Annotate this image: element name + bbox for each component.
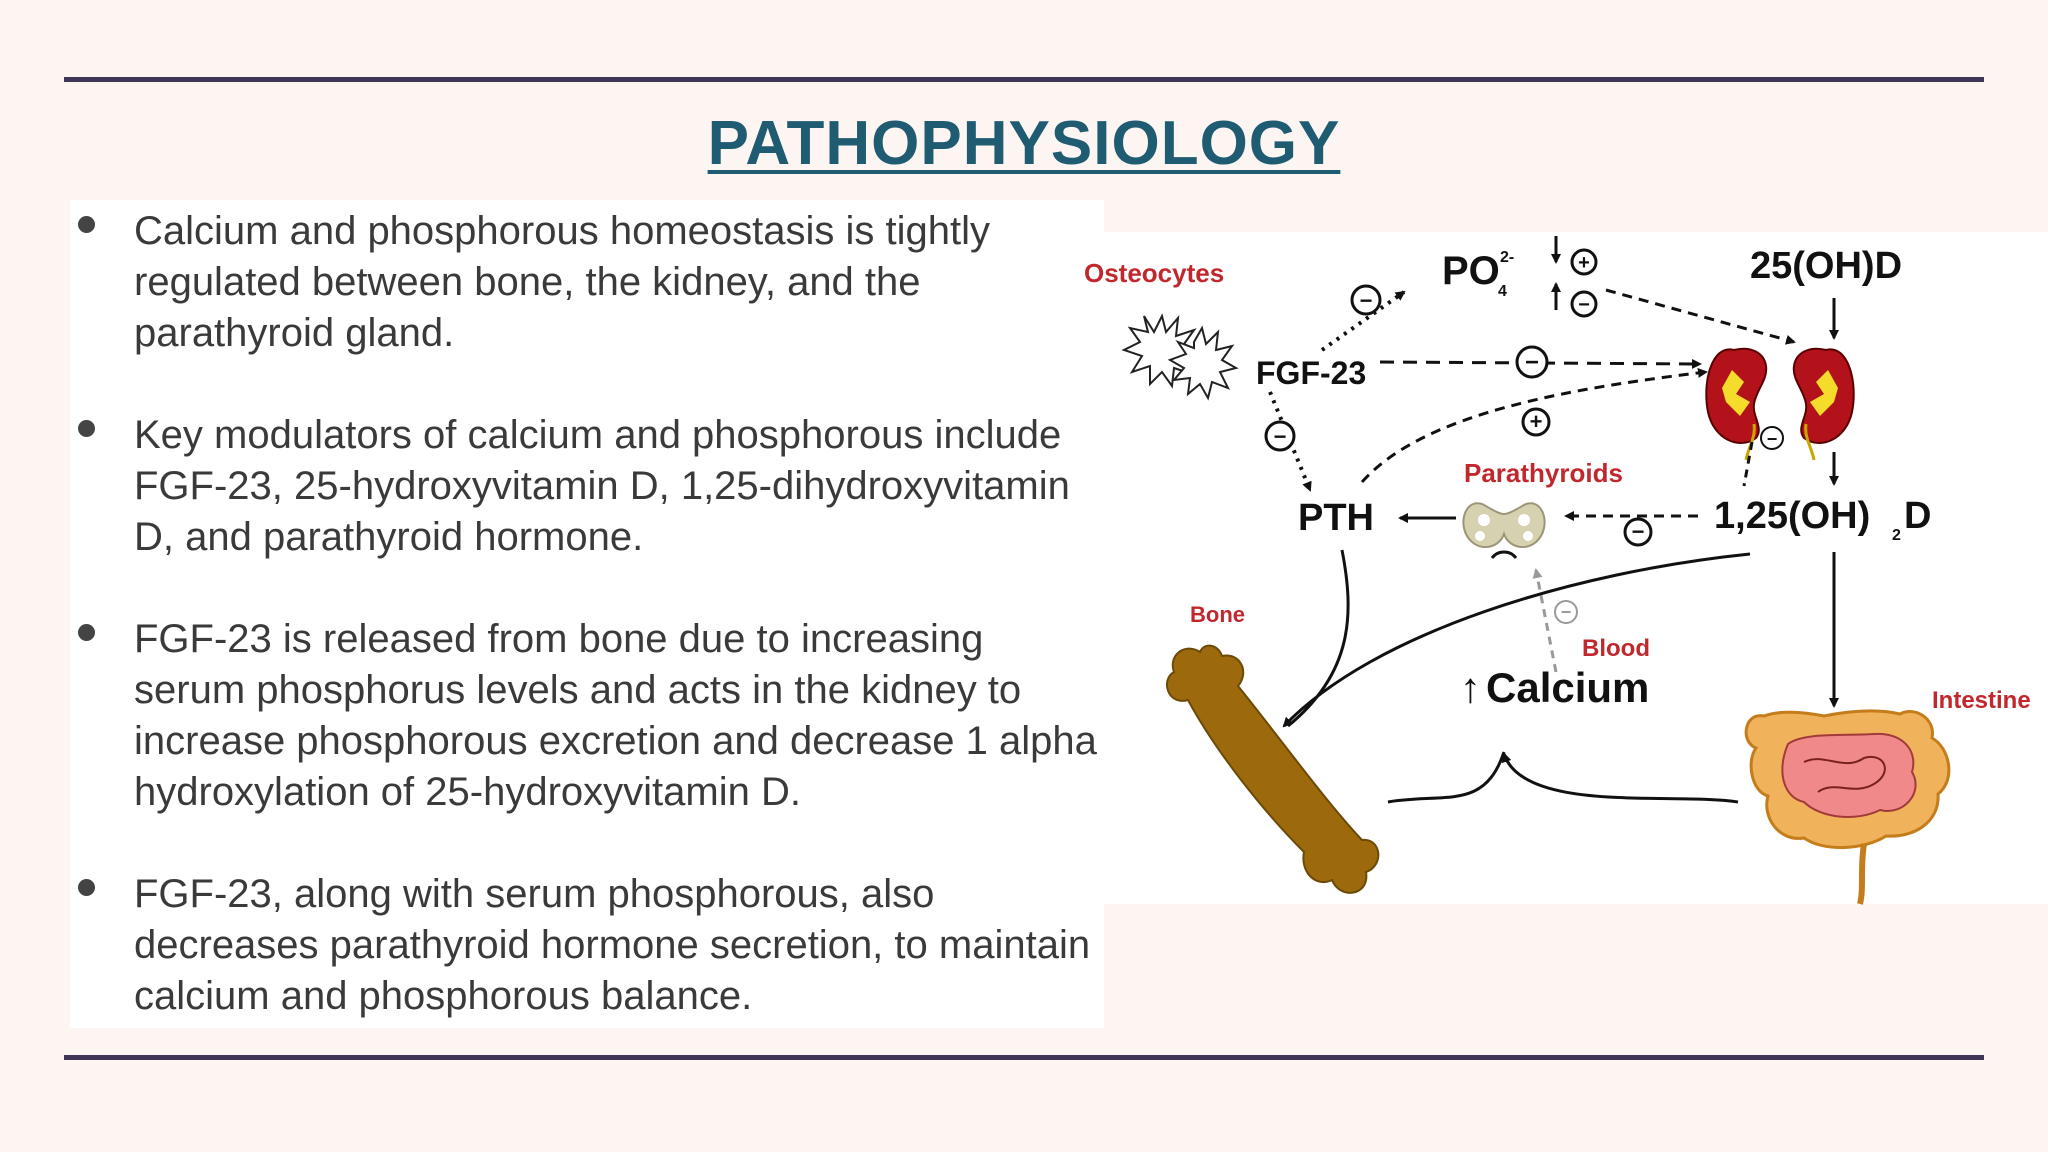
blood-label: Blood <box>1582 635 1650 662</box>
bullet-text: FGF-23, along with serum phosphorous, also decreases parathyroid hormone secretion, to maintain calcium and phosphorous balance. <box>134 872 1091 1018</box>
minus-sign-label: − <box>1578 294 1590 316</box>
vitd-subscript: 2 <box>1892 527 1901 544</box>
slide-title: PATHOPHYSIOLOGY <box>707 109 1341 178</box>
intestine-icon <box>1746 711 1949 904</box>
bullet-item <box>70 206 1104 359</box>
osteocytes-icon <box>1124 316 1236 398</box>
plus-sign-label: + <box>1529 409 1543 434</box>
po4-superscript: 2- <box>1500 249 1515 266</box>
parathyroids-label: Parathyroids <box>1464 458 1623 488</box>
vitd-suffix: D <box>1904 495 1932 537</box>
calcium-label: Calcium <box>1486 664 1650 711</box>
bone-label: Bone <box>1190 602 1245 627</box>
bullet-dot-icon <box>78 216 95 233</box>
minus-sign-label: − <box>1524 349 1540 376</box>
intestine-calcium-arrow <box>1504 754 1738 802</box>
minus-sign-label: − <box>1560 602 1572 622</box>
bullet-item <box>70 614 1104 818</box>
fgf23-label: FGF-23 <box>1256 355 1367 391</box>
minus-sign-label: − <box>1273 424 1287 449</box>
bullet-dot-icon <box>78 624 95 641</box>
po4-base: PO <box>1442 249 1500 293</box>
osteocytes-label: Osteocytes <box>1084 258 1225 288</box>
top-divider <box>64 77 1984 82</box>
minus-sign-label: − <box>1359 288 1373 313</box>
minus-sign-label: − <box>1766 429 1778 449</box>
bone-icon <box>1167 646 1378 893</box>
bullet-text: Calcium and phosphorous homeostasis is tightly regulated between bone, the kidney, and the parathyroid gland. <box>134 209 990 355</box>
pathophysiology-diagram <box>1084 232 2048 904</box>
pth-bone-arrow <box>1288 550 1348 726</box>
bone-calcium-link <box>1388 752 1504 802</box>
plus-sign-label: + <box>1578 252 1590 274</box>
calcium-arrow: ↑ <box>1460 664 1481 711</box>
po4-subscript: 4 <box>1498 283 1507 300</box>
oh-d-25-label: 25(OH)D <box>1750 245 1903 287</box>
parathyroid-gland-icon <box>1463 503 1544 558</box>
calcium-parathyroid-arrow <box>1536 570 1556 672</box>
po4-label <box>1442 249 1500 293</box>
bullet-item <box>70 869 1104 1022</box>
vitd-prefix: 1,25(OH) <box>1714 495 1871 537</box>
bullet-text: FGF-23 is released from bone due to increasing serum phosphorus levels and acts in the kidney to increase phosphorous excretion and decrease 1 alpha hydroxylation of 25-hydroxyvitamin D. <box>134 617 1097 814</box>
bullet-panel <box>70 200 1104 1028</box>
bullet-list <box>70 206 1104 1073</box>
diagram-svg <box>1084 232 2048 904</box>
bullet-item <box>70 410 1104 563</box>
intestine-label: Intestine <box>1932 687 2031 714</box>
bottom-divider <box>64 1055 1984 1060</box>
bullet-dot-icon <box>78 420 95 437</box>
minus-sign-label: − <box>1631 519 1645 544</box>
pth-label: PTH <box>1298 497 1374 539</box>
bullet-text: Key modulators of calcium and phosphorous include FGF-23, 25-hydroxyvitamin D, 1,25-dihydroxyvitamin D, and parathyroid hormone. <box>134 413 1070 559</box>
po4-kidney-arrow <box>1606 290 1794 342</box>
vitd-label <box>1714 495 1870 537</box>
bullet-dot-icon <box>78 879 95 896</box>
